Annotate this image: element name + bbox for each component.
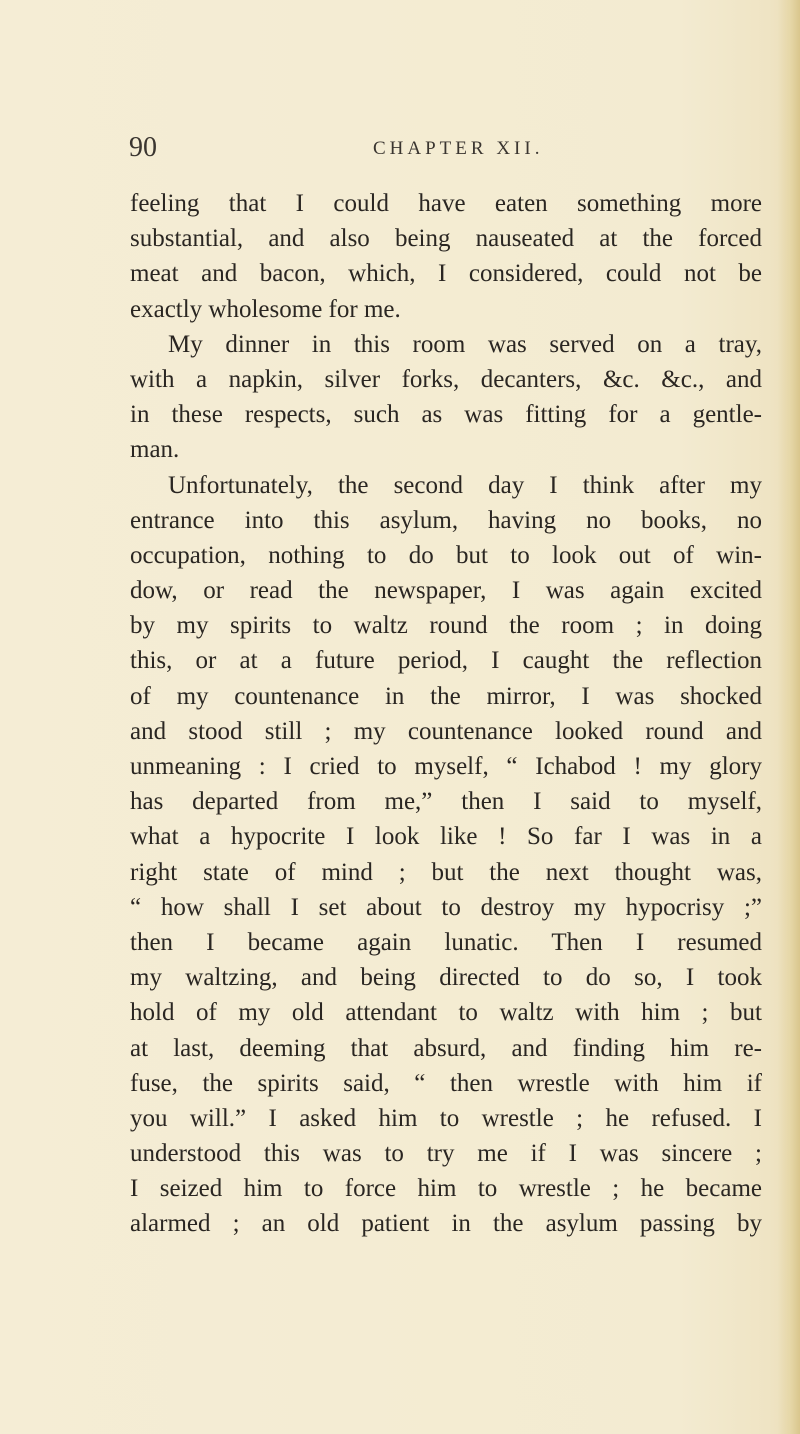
page-number: 90 — [129, 132, 157, 163]
text-line: of my countenance in the mirror, I was shocked — [130, 682, 762, 710]
text-line: exactly wholesome for me. — [130, 295, 401, 323]
text-line: this, or at a future period, I caught the reflection — [130, 647, 762, 675]
running-head: CHAPTER XII. — [373, 138, 544, 159]
text-line: entrance into this asylum, having no books, no — [130, 506, 762, 534]
text-line: fuse, the spirits said, “ then wrestle with him if — [130, 1069, 762, 1097]
text-line: unmeaning : I cried to myself, “ Ichabod ! my glory — [130, 753, 762, 780]
text-line: understood this was to try me if I was sincere ; — [130, 1140, 762, 1168]
text-line: has departed from me,” then I said to myself, — [130, 788, 762, 816]
text-line: alarmed ; an old patient in the asylum passing by — [130, 1210, 762, 1238]
text-line: dow, or read the newspaper, I was again excited — [130, 577, 762, 605]
text-line: my waltzing, and being directed to do so, I took — [130, 964, 762, 992]
text-line: occupation, nothing to do but to look out of win- — [130, 541, 762, 569]
text-line: you will.” I asked him to wrestle ; he refused. I — [130, 1104, 762, 1132]
body-text — [130, 186, 762, 1242]
text-line: meat and bacon, which, I considered, could not be — [130, 260, 762, 288]
text-line: substantial, and also being nauseated at the forced — [130, 225, 762, 253]
page-header — [0, 128, 800, 168]
text-line: then I became again lunatic. Then I resumed — [130, 928, 762, 956]
text-line: right state of mind ; but the next thought was, — [130, 858, 762, 886]
text-line: hold of my old attendant to waltz with him ; but — [130, 999, 762, 1027]
text-line: feeling that I could have eaten something more — [130, 190, 762, 217]
text-line: man. — [130, 436, 180, 464]
text-line: in these respects, such as was fitting for a gentle- — [130, 401, 762, 429]
text-line: “ how shall I set about to destroy my hypocrisy ;” — [130, 893, 762, 921]
text-line: Unfortunately, the second day I think after my — [168, 471, 762, 499]
text-line: I seized him to force him to wrestle ; he became — [130, 1175, 762, 1203]
text-line: at last, deeming that absurd, and finding him re- — [130, 1034, 762, 1062]
text-line: and stood still ; my countenance looked round and — [130, 717, 762, 745]
text-line: what a hypocrite I look like ! So far I was in a — [130, 823, 762, 851]
text-line: My dinner in this room was served on a tray, — [168, 330, 762, 358]
page-edge-shadow — [778, 0, 800, 1434]
text-line: with a napkin, silver forks, decanters, &c. &c., and — [130, 365, 762, 393]
text-line: by my spirits to waltz round the room ; in doing — [130, 612, 762, 640]
